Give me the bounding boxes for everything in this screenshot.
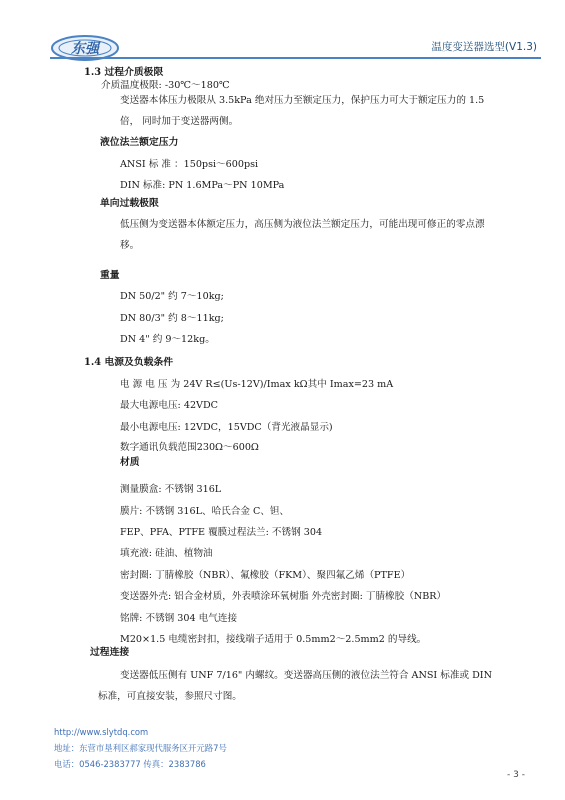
process-connection-heading: 过程连接 bbox=[90, 647, 130, 658]
pressure-limit-line-2: 倍， 同时加于变送器两侧。 bbox=[120, 116, 239, 127]
weight-item-3: DN 4" 约 9～12kg。 bbox=[120, 334, 215, 345]
weight-item-2: DN 80/3" 约 8～11kg; bbox=[120, 313, 224, 324]
medium-temp-limit: 介质温度极限: -30℃～180℃ bbox=[101, 80, 230, 91]
header-divider bbox=[50, 57, 541, 59]
max-supply-voltage: 最大电源电压: 42VDC bbox=[120, 400, 219, 411]
min-supply-voltage: 最小电源电压: 12VDC，15VDC（背光液晶显示) bbox=[120, 422, 333, 433]
logo-text: 东强 bbox=[71, 41, 99, 57]
process-connection-line-1: 变送器低压侧有 UNF 7/16" 内螺纹。变送器高压侧的液位法兰符合 ANSI 标准或 DIN bbox=[120, 670, 492, 681]
material-item: 填充液: 硅油、植物油 bbox=[120, 548, 213, 559]
process-connection-line-2: 标准，可直接安装，参照尺寸图。 bbox=[98, 691, 242, 702]
material-heading: 材质 bbox=[120, 457, 140, 468]
overload-line-2: 移。 bbox=[120, 240, 140, 251]
material-item: FEP、PFA、PTFE 覆膜过程法兰: 不锈钢 304 bbox=[120, 527, 323, 538]
material-item: 变送器外壳: 铝合金材质，外表喷涂环氧树脂 外壳密封圈: 丁腈橡胶（NBR） bbox=[120, 591, 447, 602]
material-item: 密封圈: 丁腈橡胶（NBR）、氟橡胶（FKM）、聚四氟乙烯（PTFE） bbox=[120, 570, 411, 581]
material-item: 铭牌: 不锈钢 304 电气连接 bbox=[120, 613, 238, 624]
footer-url[interactable]: http://www.slytdq.com bbox=[54, 727, 149, 737]
material-item: M20×1.5 电缆密封扣，接线端子适用于 0.5mm2～2.5mm2 的导线。 bbox=[120, 634, 427, 645]
footer-phone-fax: 电话：0546-2383777 传真：2383786 bbox=[54, 759, 206, 769]
material-item: 测量膜盒: 不锈钢 316L bbox=[120, 484, 222, 495]
pressure-limit-line-1: 变送器本体压力极限从 3.5kPa 绝对压力至额定压力，保护压力可大于额定压力的 1.5 bbox=[120, 95, 485, 106]
supply-voltage: 电 源 电 压 为 24V R≤(Us-12V)/Imax kΩ其中 Imax=23 mA bbox=[120, 379, 394, 390]
section-1-4-heading: 1.4 电源及负载条件 bbox=[84, 357, 174, 368]
weight-heading: 重量 bbox=[100, 270, 120, 281]
load-range: 数字通讯负载范围230Ω～600Ω bbox=[120, 442, 259, 453]
footer bbox=[54, 724, 227, 772]
overload-heading: 单向过载极限 bbox=[100, 198, 159, 209]
weight-item-1: DN 50/2" 约 7～10kg; bbox=[120, 291, 224, 302]
document-title: 温度变送器选型(V1.3) bbox=[431, 41, 537, 53]
flange-din: DIN 标准: PN 1.6MPa～PN 10MPa bbox=[120, 180, 285, 191]
material-item: 膜片: 不锈钢 316L、哈氏合金 C、钽、 bbox=[120, 506, 290, 517]
flange-rating-heading: 液位法兰额定压力 bbox=[100, 137, 179, 148]
overload-line-1: 低压侧为变送器本体额定压力，高压侧为液位法兰额定压力，可能出现可修正的零点漂 bbox=[120, 219, 485, 230]
section-1-3-heading: 1.3 过程介质极限 bbox=[84, 67, 164, 78]
footer-address: 地址：东营市垦利区郝家现代服务区开元路7号 bbox=[54, 743, 227, 753]
page-number: - 3 - bbox=[507, 770, 525, 780]
flange-ansi: ANSI 标 准 ：150psi～600psi bbox=[120, 159, 259, 170]
